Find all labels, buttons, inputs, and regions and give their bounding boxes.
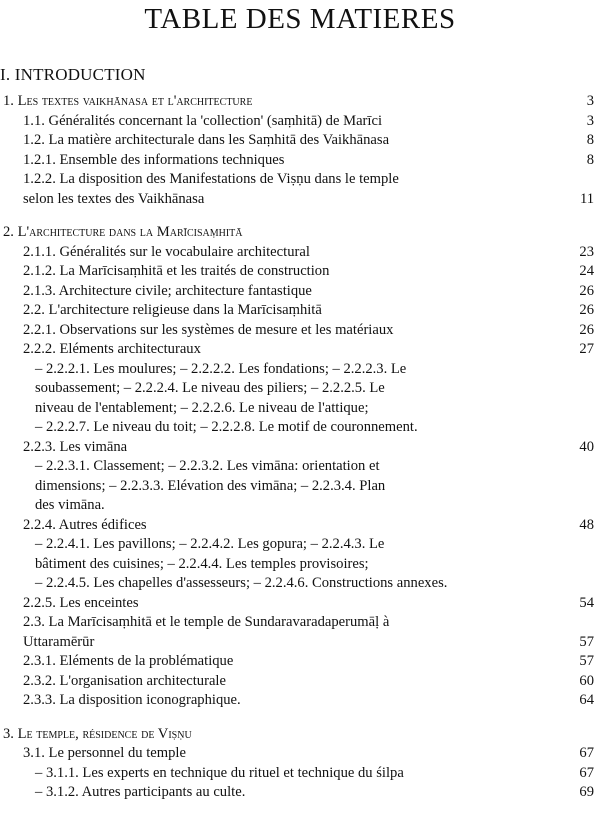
toc-entry-page: 26 <box>579 321 594 338</box>
toc-entry <box>0 672 600 692</box>
toc-entry-page: 3 <box>586 93 594 109</box>
toc-entry-title: 2.1.2. La Marīcisaṃhitā et les traités de construction <box>23 263 330 279</box>
toc-entry-title: 2.3.2. L'organisation architecturale <box>23 672 226 689</box>
toc-entry-page: 60 <box>579 672 594 689</box>
toc-entry-page: 24 <box>579 263 594 279</box>
toc-entry <box>0 360 600 380</box>
toc-entry <box>0 340 600 360</box>
toc-entry <box>0 151 600 171</box>
toc-entry <box>0 535 600 555</box>
toc-entry <box>0 516 600 536</box>
toc-entry-title: 1.2.1. Ensemble des informations techniques <box>23 151 285 168</box>
toc-entry-title: 1.1. Généralités concernant la 'collection' (saṃhitā) de Marīci <box>23 112 383 129</box>
toc-entry-title: niveau de l'entablement; – 2.2.2.6. Le niveau de l'attique; <box>35 399 369 416</box>
table-of-contents <box>0 92 600 803</box>
toc-entry <box>0 691 600 711</box>
toc-entry-title: 2.3. La Marīcisaṃhitā et le temple de Sundaravaradaperumāḷ à <box>23 614 390 630</box>
toc-entry <box>0 262 600 282</box>
toc-entry-page: 67 <box>579 764 594 781</box>
toc-entry-page: 57 <box>579 653 594 669</box>
toc-entry-title: 2.2.3. Les vimāna <box>23 438 128 455</box>
toc-entry-page: 54 <box>579 594 594 611</box>
toc-entry <box>0 594 600 614</box>
toc-entry-title: 2.3.1. Eléments de la problématique <box>23 653 234 669</box>
toc-entry-page: 67 <box>579 745 594 761</box>
toc-entry-title: 2.2.1. Observations sur les systèmes de mesure et les matériaux <box>23 321 394 338</box>
toc-entry <box>0 282 600 302</box>
toc-entry-page: 8 <box>586 132 594 148</box>
toc-entry-page: 27 <box>579 341 594 357</box>
toc-entry <box>0 301 600 321</box>
toc-entry-title: des vimāna. <box>35 497 105 513</box>
toc-entry <box>0 477 600 497</box>
toc-entry-title: 1.2. La matière architecturale dans les Saṃhitā des Vaikhānasa <box>23 132 390 148</box>
toc-entry-page: 26 <box>579 282 594 299</box>
toc-entry <box>0 764 600 784</box>
toc-entry <box>0 438 600 458</box>
toc-entry-title: bâtiment des cuisines; – 2.2.4.4. Les temples provisoires; <box>35 555 369 572</box>
toc-entry <box>0 92 600 112</box>
toc-entry <box>0 457 600 477</box>
toc-entry <box>0 131 600 151</box>
toc-entry-page: 64 <box>579 692 594 708</box>
toc-entry <box>0 725 600 745</box>
toc-entry-title: – 2.2.4.5. Les chapelles d'assesseurs; – 2.2.4.6. Constructions annexes. <box>35 575 448 591</box>
toc-entry-page: 8 <box>586 151 594 168</box>
toc-entry-title: 2.1.1. Généralités sur le vocabulaire architectural <box>23 243 310 260</box>
toc-entry-title: – 3.1.1. Les experts en technique du rituel et technique du śilpa <box>35 764 404 781</box>
toc-entry <box>0 574 600 594</box>
toc-entry-title: 2.2.2. Eléments architecturaux <box>23 341 201 357</box>
toc-entry-page: 3 <box>586 112 594 129</box>
toc-entry <box>0 379 600 399</box>
toc-entry-title: 2. L'architecture dans la Marīcisaṃhitā <box>3 224 243 240</box>
toc-entry-title: 2.1.3. Architecture civile; architecture fantastique <box>23 282 312 299</box>
toc-entry-title: – 2.2.4.1. Les pavillons; – 2.2.4.2. Les gopura; – 2.2.4.3. Le <box>35 536 385 552</box>
toc-entry-page: 57 <box>579 633 594 650</box>
toc-entry-page: 26 <box>579 302 594 318</box>
toc-entry <box>0 399 600 419</box>
toc-entry-page: 48 <box>579 516 594 533</box>
toc-entry-page: 40 <box>579 438 594 455</box>
toc-entry-title: 1.2.2. La disposition des Manifestations de Viṣṇu dans le temple <box>23 171 399 187</box>
toc-entry-title: dimensions; – 2.2.3.3. Elévation des vimāna; – 2.2.3.4. Plan <box>35 477 386 494</box>
toc-entry-title: – 2.2.3.1. Classement; – 2.2.3.2. Les vimāna: orientation et <box>35 458 380 474</box>
toc-entry-title: – 3.1.2. Autres participants au culte. <box>35 784 246 800</box>
toc-entry-title: 2.2. L'architecture religieuse dans la Marīcisaṃhitā <box>23 302 322 318</box>
toc-entry-title: 3.1. Le personnel du temple <box>23 745 186 761</box>
toc-entry <box>0 652 600 672</box>
toc-entry <box>0 112 600 132</box>
toc-entry <box>0 170 600 190</box>
page-title: TABLE DES MATIERES <box>144 3 456 35</box>
toc-entry-page: 11 <box>579 190 594 207</box>
toc-entry-title: soubassement; – 2.2.2.4. Le niveau des piliers; – 2.2.2.5. Le <box>35 380 385 396</box>
toc-entry <box>0 321 600 341</box>
toc-entry-title: 2.2.5. Les enceintes <box>23 594 139 611</box>
toc-entry <box>0 190 600 210</box>
part-heading: I. INTRODUCTION <box>0 65 146 84</box>
toc-entry-page: 23 <box>579 243 594 260</box>
toc-entry <box>0 744 600 764</box>
toc-entry <box>0 496 600 516</box>
toc-entry <box>0 243 600 263</box>
toc-entry <box>0 223 600 243</box>
toc-entry-title: 1. Les textes vaikhānasa et l'architecture <box>3 93 253 109</box>
toc-entry <box>0 633 600 653</box>
toc-entry <box>0 783 600 803</box>
toc-entry-title: – 2.2.2.7. Le niveau du toit; – 2.2.2.8. Le motif de couronnement. <box>35 419 418 435</box>
toc-entry-title: – 2.2.2.1. Les moulures; – 2.2.2.2. Les fondations; – 2.2.2.3. Le <box>35 360 407 377</box>
toc-entry <box>0 555 600 575</box>
toc-entry-title: Uttaramērūr <box>23 633 95 650</box>
toc-entry <box>0 418 600 438</box>
toc-entry-title: 2.2.4. Autres édifices <box>23 516 147 533</box>
toc-entry-page: 69 <box>579 784 594 800</box>
toc-entry <box>0 613 600 633</box>
toc-entry-title: selon les textes des Vaikhānasa <box>23 190 205 207</box>
toc-entry-title: 3. Le temple, résidence de Viṣṇu <box>3 725 192 742</box>
toc-entry-title: 2.3.3. La disposition iconographique. <box>23 692 241 708</box>
